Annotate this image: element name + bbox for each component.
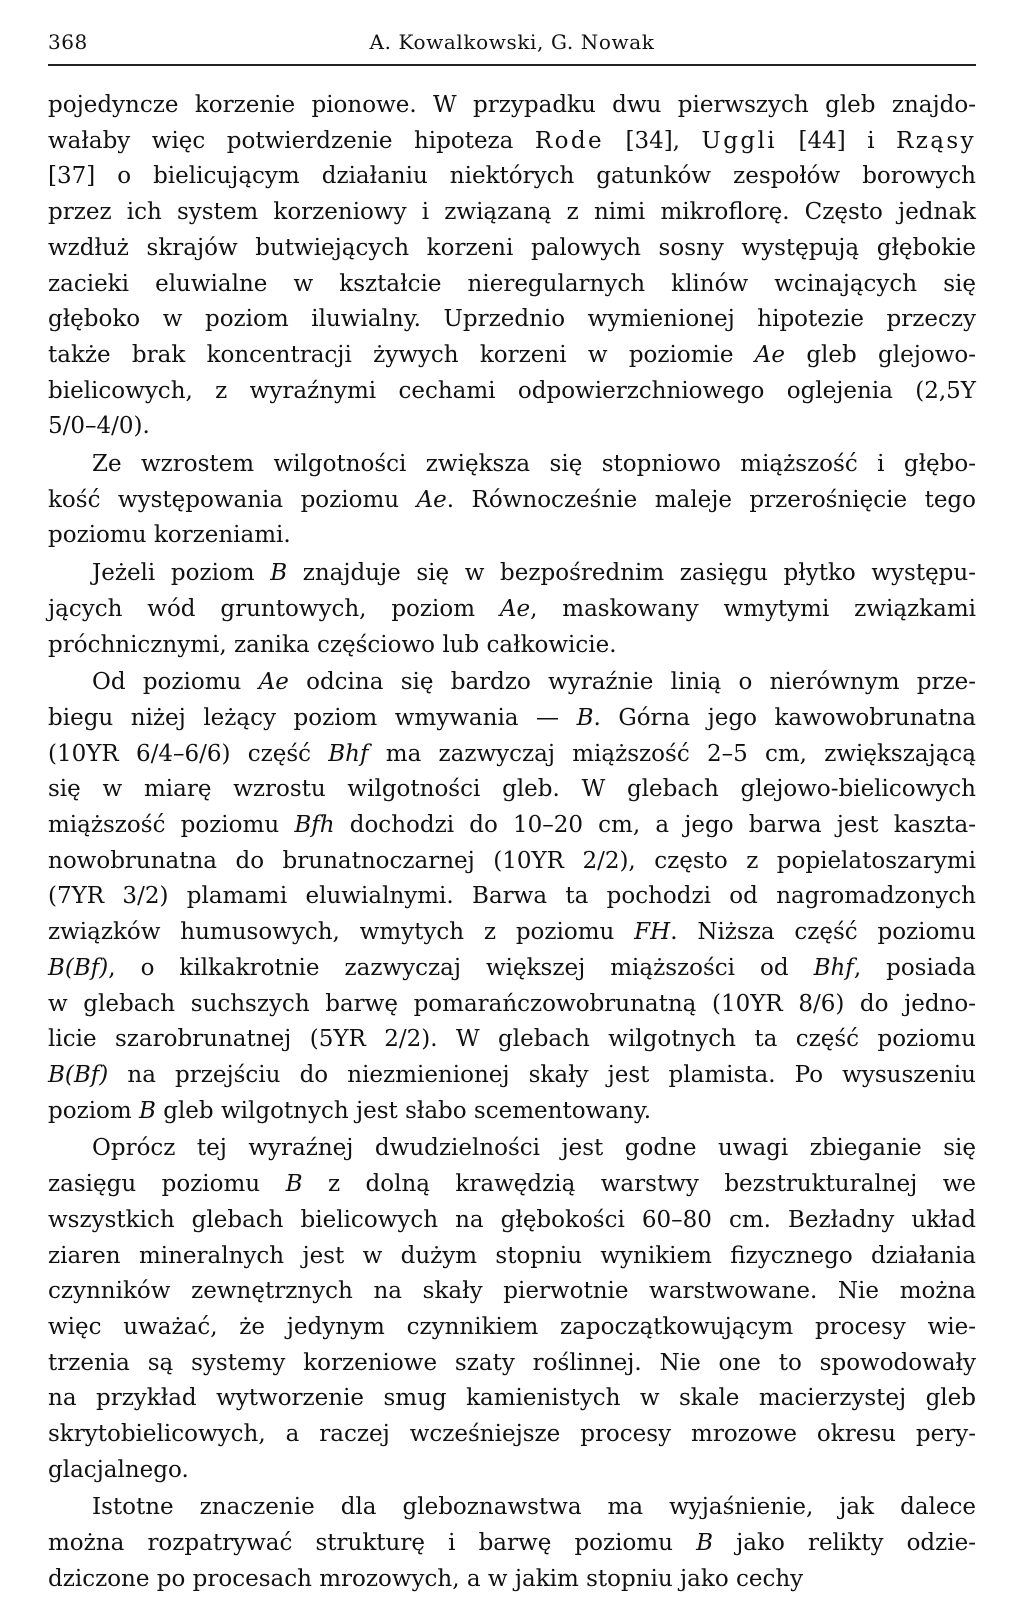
text-run: próchnicznymi, zanika częściowo lub całkowicie. xyxy=(48,631,617,658)
italic-term: B xyxy=(285,1171,303,1198)
text-run: się w miarę wzrostu wilgotności gleb. W glebach glejowo-bielicowych xyxy=(48,776,976,803)
text-run: ziaren mineralnych jest w dużym stopniu wynikiem fizycznego działania xyxy=(48,1242,976,1269)
text-line xyxy=(48,737,976,773)
text-run: gleb wilgotnych jest słabo scementowany. xyxy=(155,1097,652,1124)
text-run: poziom xyxy=(48,1097,140,1124)
text-run: z dolną krawędzią warstwy bezstrukturalnej we xyxy=(302,1171,976,1198)
italic-term: Ae xyxy=(258,669,289,696)
text-run: więc uważać, że jedynym czynnikiem zapoczątkowującym procesy wie- xyxy=(48,1313,976,1340)
text-run: [37] o bielicującym działaniu niektórych gatunków zespołów borowych xyxy=(48,163,976,190)
text-run: wzdłuż skrajów butwiejących korzeni palowych sosny występują głębokie xyxy=(48,234,976,261)
text-run: biegu niżej leżący poziom wmywania — xyxy=(48,704,577,731)
text-run: czynników zewnętrznych na skały pierwotnie warstwowane. Nie można xyxy=(48,1278,976,1305)
text-line xyxy=(48,1131,976,1167)
text-line xyxy=(48,374,976,410)
italic-term: B(Bf) xyxy=(48,1061,109,1088)
text-line xyxy=(48,1058,976,1094)
text-line xyxy=(48,665,976,701)
text-run: licie szarobrunatnej (5YR 2/2). W glebach wilgotnych ta część poziomu xyxy=(48,1026,976,1053)
text-line xyxy=(48,1239,976,1275)
text-line xyxy=(48,1094,976,1130)
text-run: w glebach suchszych barwę pomarańczowobrunatną (10YR 8/6) do jedno- xyxy=(48,990,976,1017)
text-line xyxy=(48,1346,976,1382)
page-number: 368 xyxy=(48,30,88,54)
text-line xyxy=(48,1274,976,1310)
text-run: Oprócz tej wyraźnej dwudzielności jest godne uwagi zbieganie się xyxy=(92,1135,976,1162)
text-run: przez ich system korzeniowy i związaną z nimi mikroflorę. Często jednak xyxy=(48,199,976,226)
text-line xyxy=(48,195,976,231)
text-run: wałaby więc potwierdzenie hipoteza xyxy=(48,127,535,154)
text-run: kość występowania poziomu xyxy=(48,486,417,513)
text-line xyxy=(48,1453,976,1489)
text-run: ma zazwyczaj miąższość 2–5 cm, zwiększającą xyxy=(368,740,976,767)
text-run: Od poziomu xyxy=(92,669,259,696)
text-run: zasięgu poziomu xyxy=(48,1171,286,1198)
running-head-authors: A. Kowalkowski, G. Nowak xyxy=(369,30,655,54)
text-line xyxy=(48,987,976,1023)
italic-term: B xyxy=(139,1097,156,1124)
text-run: głęboko w poziom iluwialny. Uprzednio wymienionej hipotezie przeczy xyxy=(48,306,976,333)
text-run: jako relikty odzie- xyxy=(713,1530,977,1557)
text-run: poziomu korzeniami. xyxy=(48,522,291,549)
italic-term: Bfh xyxy=(294,812,335,839)
text-run: gleb glejowo- xyxy=(785,341,977,368)
text-run: . Górna jego kawowobrunatna xyxy=(593,704,976,731)
text-run: można rozpatrywać strukturę i barwę poziomu xyxy=(48,1530,697,1557)
text-line xyxy=(48,124,976,160)
italic-term: Bhf xyxy=(328,740,369,767)
text-run: nowobrunatna do brunatnoczarnej (10YR 2/2), często z popielatoszarymi xyxy=(48,847,976,874)
text-run: na przejściu do niezmienionej skały jest plamista. Po wysuszeniu xyxy=(108,1061,976,1088)
text-run: [34], xyxy=(603,127,702,154)
text-line xyxy=(48,1310,976,1346)
text-line xyxy=(48,1381,976,1417)
text-run: miąższość poziomu xyxy=(48,812,295,839)
text-run: Jeżeli poziom xyxy=(92,560,271,587)
text-line xyxy=(48,447,976,483)
italic-term: Ae xyxy=(416,486,447,513)
text-run: bielicowych, z wyraźnymi cechami odpowierzchniowego oglejenia (2,5Y xyxy=(48,377,976,404)
italic-term: B xyxy=(576,704,594,731)
spaced-author-name: Rząsy xyxy=(896,127,976,154)
text-line xyxy=(48,808,976,844)
text-run: dochodzi do 10–20 cm, a jego barwa jest kaszta- xyxy=(334,812,977,839)
text-run: Ze wzrostem wilgotności zwiększa się stopniowo miąższość i głębo- xyxy=(92,451,976,478)
body-text xyxy=(48,88,976,1598)
text-line xyxy=(48,1490,976,1526)
page-header xyxy=(48,26,976,66)
text-line xyxy=(48,1203,976,1239)
text-run: także brak koncentracji żywych korzeni w poziomie xyxy=(48,341,755,368)
text-run: 5/0–4/0). xyxy=(48,413,150,440)
text-line xyxy=(48,267,976,303)
text-run: . Równocześnie maleje przerośnięcie tego xyxy=(446,486,976,513)
italic-term: B xyxy=(270,560,288,587)
italic-term: B xyxy=(696,1530,714,1557)
italic-term: B(Bf) xyxy=(48,954,109,981)
text-run: jących wód gruntowych, poziom xyxy=(48,595,500,622)
spaced-author-name: Rode xyxy=(534,127,604,154)
italic-term: Ae xyxy=(499,595,531,622)
text-line xyxy=(48,772,976,808)
text-run: pojedyncze korzenie pionowe. W przypadku dwu pierwszych gleb znajdo- xyxy=(48,92,976,118)
text-line xyxy=(48,518,976,554)
text-run: , posiada xyxy=(853,954,976,981)
text-line xyxy=(48,844,976,880)
text-line xyxy=(48,879,976,915)
text-run: na przykład wytworzenie smug kamienistych w skale macierzystej gleb xyxy=(48,1385,976,1412)
text-line xyxy=(48,915,976,951)
text-line xyxy=(48,556,976,592)
text-line xyxy=(48,1167,976,1203)
italic-term: FH xyxy=(634,919,671,946)
text-line xyxy=(48,483,976,519)
text-run: dziczone po procesach mrozowych, a w jakim stopniu jako cechy xyxy=(48,1565,804,1592)
text-line xyxy=(48,628,976,664)
italic-term: Ae xyxy=(754,341,786,368)
text-run: zacieki eluwialne w kształcie nieregularnych klinów wcinających się xyxy=(48,270,976,297)
text-run: [44] i xyxy=(777,127,897,154)
italic-term: Bhf xyxy=(813,954,854,981)
text-line xyxy=(48,159,976,195)
text-line xyxy=(48,1562,976,1598)
text-line xyxy=(48,338,976,374)
text-run: , o kilkakrotnie zazwyczaj większej miąższości od xyxy=(108,954,814,981)
text-run: (7YR 3/2) plamami eluwialnymi. Barwa ta pochodzi od nagromadzonych xyxy=(48,883,976,910)
text-line xyxy=(48,701,976,737)
text-line xyxy=(48,302,976,338)
text-line xyxy=(48,231,976,267)
text-line xyxy=(48,1526,976,1562)
text-run: glacjalnego. xyxy=(48,1456,189,1483)
text-line xyxy=(48,1022,976,1058)
text-run: (10YR 6/4–6/6) część xyxy=(48,740,329,767)
text-run: związków humusowych, wmytych z poziomu xyxy=(48,919,635,946)
text-line xyxy=(48,409,976,445)
text-line xyxy=(48,951,976,987)
text-run: odcina się bardzo wyraźnie linią o nierównym prze- xyxy=(288,669,976,696)
text-run: trzenia są systemy korzeniowe szaty roślinnej. Nie one to spowodowały xyxy=(48,1349,976,1376)
text-run: skrytobielicowych, a raczej wcześniejsze procesy mrozowe okresu pery- xyxy=(48,1421,976,1448)
text-run: znajduje się w bezpośrednim zasięgu płytko występu- xyxy=(287,560,976,587)
text-run: , maskowany wmytymi związkami xyxy=(530,595,976,622)
text-run: Istotne znaczenie dla gleboznawstwa ma wyjaśnienie, jak dalece xyxy=(92,1494,976,1521)
text-line xyxy=(48,88,976,124)
text-run: wszystkich glebach bielicowych na głębokości 60–80 cm. Bezładny układ xyxy=(48,1206,976,1233)
text-line xyxy=(48,1417,976,1453)
text-line xyxy=(48,592,976,628)
spaced-author-name: Uggli xyxy=(701,127,778,154)
text-run: . Niższa część poziomu xyxy=(670,919,976,946)
